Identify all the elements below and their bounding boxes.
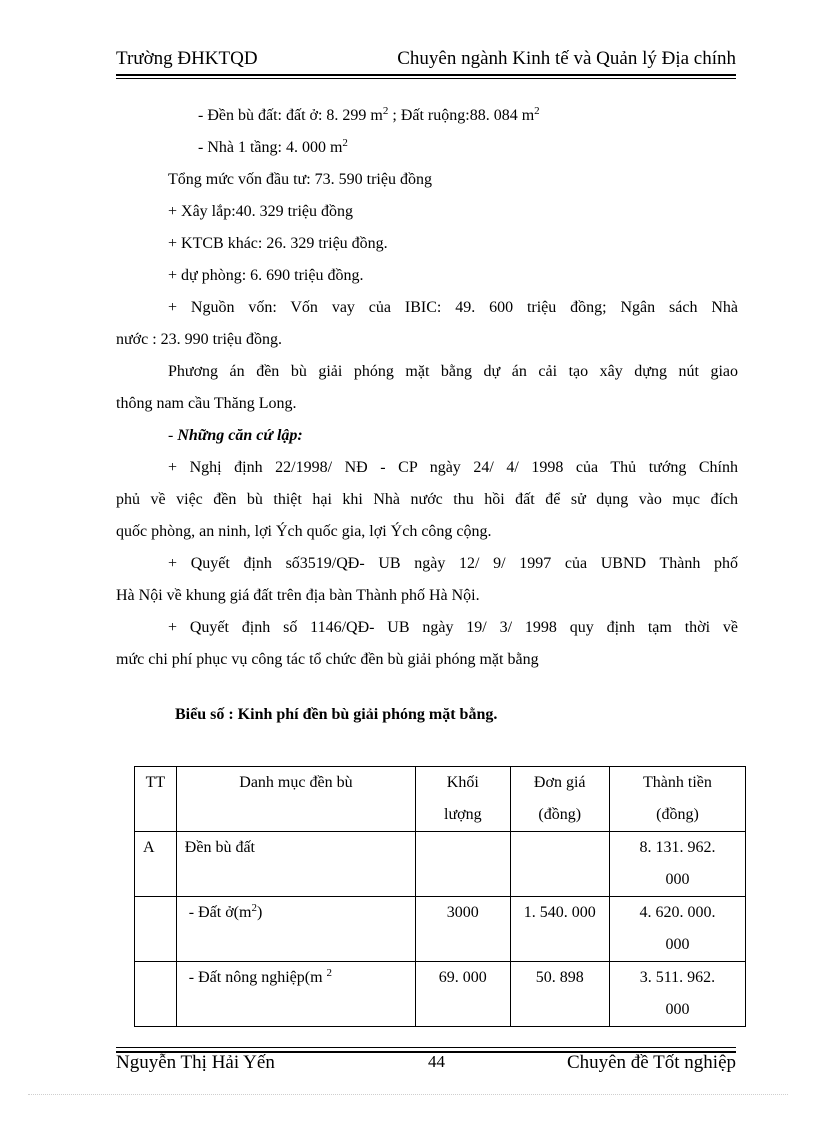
compensation-table [134, 766, 746, 1027]
page-edge-dotted [28, 1094, 788, 1095]
footer-rule-thin [116, 1047, 736, 1048]
cell-qty [416, 832, 510, 897]
text-line-house: - Nhà 1 tầng: 4. 000 $m^2$ [198, 137, 348, 156]
cell-name: - Đất $ở(m^2)$ [176, 897, 415, 962]
header-name: Danh mục đền bù [176, 767, 415, 832]
text-line-decree-cont1: phủ về việc đền bù thiệt hại khi Nhà nước thu hồi đất để sử dụng vào mục đích [116, 491, 738, 508]
header-tt: TT [135, 767, 177, 832]
page-footer [116, 1052, 736, 1078]
cell-tt: A [135, 832, 177, 897]
text-line-ktcb: + KTCB khác: 26. 329 triệu đồng. [168, 235, 388, 252]
table-title: Biểu số : Kinh phí đền bù giải phóng mặt bằng. [175, 706, 498, 723]
text-line-land-compensation: - Đền bù đất: đất ở: 8. 299 $m^2$ ; Đất ruộng:88. 084 $m^2$ [198, 105, 540, 124]
text-line-decree-cont2: quốc phòng, an ninh, lợi Ých quốc gia, lợi Ých công cộng. [116, 523, 492, 540]
text-line-construction: + Xây lắp:40. 329 triệu đồng [168, 203, 353, 220]
text-line-plan: Phương án đền bù giải phóng mặt bằng dự án cải tạo xây dựng nút giao [168, 363, 738, 380]
page-number: 44 [428, 1052, 445, 1071]
header-major: Chuyên ngành Kinh tế và Quản lý Địa chính [397, 48, 736, 69]
text-line-funding-source: + Nguồn vốn: Vốn vay của IBIC: 49. 600 triệu đồng; Ngân sách Nhà [168, 299, 738, 316]
cell-price [510, 832, 609, 897]
table-header-row [135, 767, 746, 832]
cell-price: 50. 898 [510, 962, 609, 1027]
cell-total: 3. 511. 962. 000 [609, 962, 745, 1027]
text-line-plan-cont: thông nam cầu Thăng Long. [116, 395, 297, 412]
header-rule-thin [116, 78, 736, 79]
cell-qty: 3000 [416, 897, 510, 962]
cell-tt [135, 897, 177, 962]
table-row [135, 832, 746, 897]
text-line-decision-1146: + Quyết định số 1146/QĐ- UB ngày 19/ 3/ 1998 quy định tạm thời về [168, 619, 738, 636]
header-school: Trường ĐHKTQD [116, 48, 258, 69]
header-rule [116, 74, 736, 76]
cell-name: Đền bù đất [176, 832, 415, 897]
header-qty: Khối lượng [416, 767, 510, 832]
cell-qty: 69. 000 [416, 962, 510, 1027]
text-line-basis-heading: - Những căn cứ lập: [168, 427, 303, 444]
table-row [135, 962, 746, 1027]
text-line-decision-3519: + Quyết định số3519/QĐ- UB ngày 12/ 9/ 1997 của UBND Thành phố [168, 555, 738, 572]
header-total: Thành tiền (đồng) [609, 767, 745, 832]
body-text [116, 100, 738, 676]
cell-price: 1. 540. 000 [510, 897, 609, 962]
text-line-state-budget: nước : 23. 990 triệu đồng. [116, 331, 282, 348]
cell-total: 8. 131. 962. 000 [609, 832, 745, 897]
header-price: Đơn giá (đồng) [510, 767, 609, 832]
text-line-decision-3519-cont: Hà Nội về khung giá đất trên địa bàn Thành phố Hà Nội. [116, 587, 480, 604]
text-line-reserve: + dự phòng: 6. 690 triệu đồng. [168, 267, 364, 284]
text-line-decree: + Nghị định 22/1998/ NĐ - CP ngày 24/ 4/ 1998 của Thủ tướng Chính [168, 459, 738, 476]
cell-tt [135, 962, 177, 1027]
text-line-decision-1146-cont: mức chi phí phục vụ công tác tổ chức đền bù giải phóng mặt bằng [116, 651, 539, 668]
footer-author: Nguyễn Thị Hải Yến [116, 1052, 275, 1073]
cell-total: 4. 620. 000. 000 [609, 897, 745, 962]
table-row [135, 897, 746, 962]
text-line-total-investment: Tổng mức vốn đầu tư: 73. 590 triệu đồng [168, 171, 432, 188]
cell-name: - Đất nông nghiệp(m $^2$ [176, 962, 415, 1027]
footer-doc-type: Chuyên đề Tốt nghiệp [566, 1052, 736, 1073]
page-header [116, 48, 736, 74]
